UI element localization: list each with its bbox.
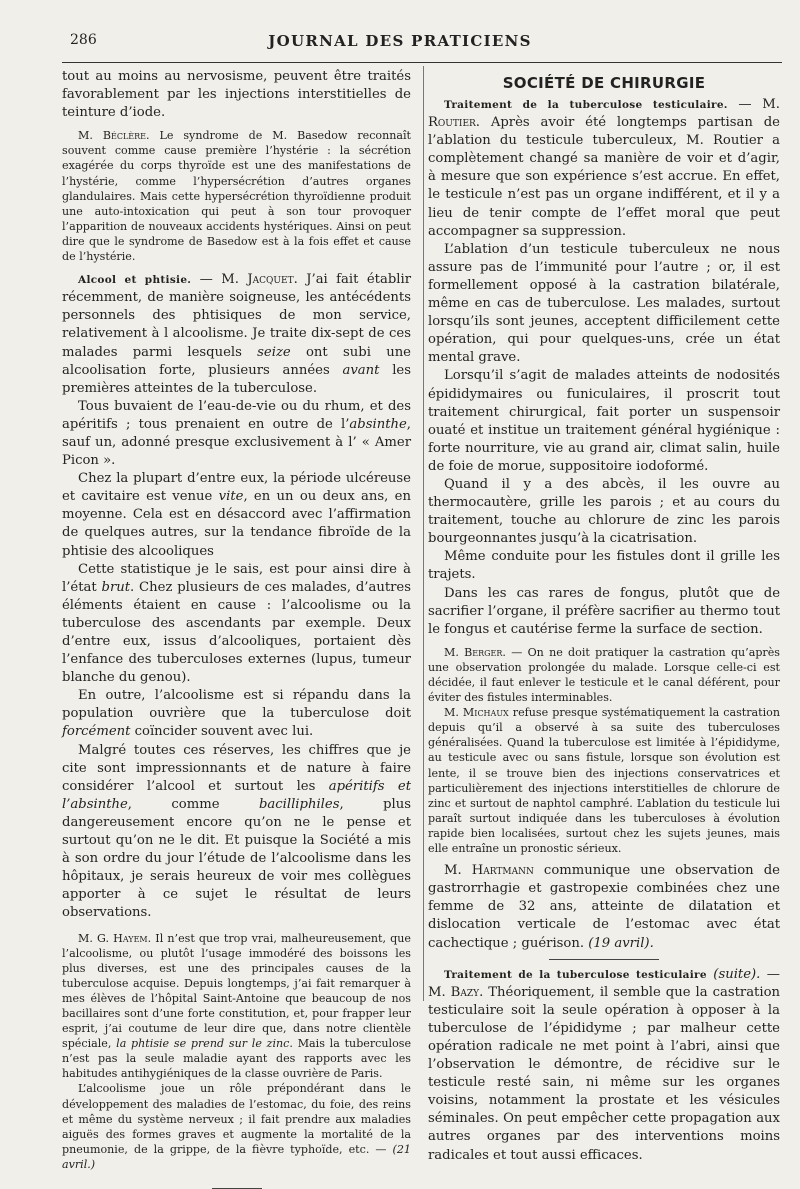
right-column xyxy=(428,68,780,1165)
paragraph-ablation: L’ablation d’un testicule tuberculeux ne nous assure pas de l’immunité pour l’autre ; or, il est formellement opposé à la castration bilatérale, même en cas de tuberculose. Les malades, surtout lorsqu’ils sont jeunes, acceptent difficilement cette opération, qui pour quelques-uns, crée un état mental grave. xyxy=(428,241,780,366)
journal-title: JOURNAL DES PRATICIENS xyxy=(268,32,532,50)
paragraph-dans-cas: Dans les cas rares de fongus, plutôt que de sacrifier l’organe, il préfère sacrifier au thermo tout le fongus et cautérise ferme la surface de section. xyxy=(428,585,780,637)
paragraph-beclere: M. Béclère. Le syndrome de M. Basedow reconnaît souvent comme cause première l’hystérie : la sécrétion exagérée du corps thyroïde est une des manifestations de l’hystérie, comme l’hypersécrétion d’autres organes glandulaires. Mais cette hypersécrétion thyroïdienne produit une auto-intoxication qui peut à son tour provoquer l’apparition de nouveaux accidents hystériques. Ainsi on peut dire que le syndrome de Basedow est à la fois effet et cause de l’hystérie. xyxy=(62,129,412,264)
left-column xyxy=(62,68,411,1189)
speaker-routier: — M. Routier. xyxy=(428,97,780,131)
speaker-berger: M. Berger. xyxy=(444,645,506,659)
paragraph-buvaient: Tous buvaient de l’eau-de-vie ou du rhum, et des apéritifs ; tous prenaient en outre de l’absinthe, sauf un, adonné presque exclusivement à l’ « Amer Picon ». xyxy=(62,398,411,469)
article-lead-tuberculose-suite: Traitement de la tuberculose testiculaire xyxy=(444,968,707,981)
speaker-jacquet: — M. Jacquet. xyxy=(191,272,298,288)
paragraph-hartmann: M. Hartmann communique une observation de gastrorrhagie et gastropexie combinées chez une femme de 32 ans, atteinte de dilatation et dislocation verticale de l’estomac avec état cachectique ; guérison. (19 avril). xyxy=(428,863,780,951)
paragraph-chez-plupart: Chez la plupart d’entre eux, la période ulcéreuse et cavitaire est venue vite, en un ou deux ans, en moyenne. Cela est en désaccord avec l’affirmation de quelques autres, sur la tendance fibroïde de la phtisie des alcooliques xyxy=(62,471,411,559)
column-divider xyxy=(423,66,424,1001)
article-lead-tuberculose: Traitement de la tuberculose testiculaire. xyxy=(444,99,728,111)
paragraph-bazy: Traitement de la tuberculose testiculaire (suite). — M. Bazy. Théoriquement, il semble que la castration testiculaire soit la seule opération à opposer à la tuberculose de l’épididyme ; par malheur cette opération radicale ne met point à l’abri, ainsi que l’observation le démontre, de récidive sur le testicule resté sain, ni même sur les organes voisins, notamment la prostate et les vésicules séminales. On peut empêcher cette propagation aux autres organes par des interventions moins radicales et tout aussi efficaces. xyxy=(428,966,781,1163)
paragraph-nervosisme: tout au moins au nervosisme, peuvent être traités favorablement par les injections interstitielles de teinture d’iode. xyxy=(62,69,411,121)
speaker-hartmann: M. Hartmann xyxy=(444,863,534,879)
paragraph-en-outre: En outre, l’alcoolisme est si répandu dans la population ouvrière que la tuberculose doit forcément coïncider souvent avec lui. xyxy=(62,688,411,740)
paragraph-berger: M. Berger. — On ne doit pratiquer la castration qu’après une observation prolongée du malade. Lorsque celle-ci est décidée, il faut enlever le testicule et le canal déférent, pour éviter des fistules interminables. xyxy=(428,645,780,705)
paragraph-hayem-alcoolisme: L’alcoolisme joue un rôle prépondérant dans le développement des maladies de l’estomac, du foie, des reins et même du système nerveux ; il fait prendre aux maladies aiguës des formes graves et augmente la mortalité de la pneumonie, de la grippe, de la fièvre typhoïde, etc. — (21 avril.) xyxy=(62,1082,411,1171)
page-header xyxy=(0,30,800,54)
paragraph-malgre: Malgré toutes ces réserves, les chiffres que je cite sont impressionnants et de nature à faire considérer l’alcool et surtout les apéritifs et l’absinthe, comme bacilliphiles, plus dangereusement encore qu’on ne le pense et surtout qu’on ne le dit. Et puisque la Société a mis à son ordre du jour l’étude de l’alcoolisme dans les hôpitaux, je serais heureux de voir mes collègues apporter à ce sujet le résultat de leurs observations. xyxy=(62,742,411,921)
speaker-beclere: M. Béclère. xyxy=(78,129,150,143)
header-rule xyxy=(62,62,782,63)
paragraph-statistique: Cette statistique je le sais, est pour ainsi dire à l’état brut. Chez plusieurs de ces malades, d’autres éléments étaient en cause : l’alcoolisme ou la tuberculose des ascendants par exemple. Deux d’entre eux, issus d’alcooliques, portaient dès l’enfance des tuberculoses externes (lupus, tumeur blanche du genou). xyxy=(62,561,411,686)
article-lead-alcool: Alcool et phtisie. xyxy=(78,274,192,287)
paragraph-hayem: M. G. Hayem. Il n’est que trop vrai, malheureusement, que l’alcoolisme, ou plutôt l’usage immodéré des boissons les plus diverses, est une des principales causes de la tuberculose acquise. Depuis longtemps, j’ai fait remarquer à mes élèves de l’hôpital Saint-Antoine que beaucoup de nos bacillaires sont d’une forte constitution, et, pour frapper leur esprit, j’ai coutume de leur dire que, dans notre clientèle spéciale, la phtisie se prend sur le zinc. Mais la tuberculose n’est pas la seule maladie ayant des rapports avec les habitudes antihygiéniques de la classe ouvrière de Paris. xyxy=(62,931,412,1081)
date-19-avril: (19 avril). xyxy=(588,935,654,951)
speaker-michaux: M. Michaux xyxy=(444,706,509,720)
section-separator-rule xyxy=(549,959,659,960)
section-title: SOCIÉTÉ DE CHIRURGIE xyxy=(502,74,706,92)
page-number: 286 xyxy=(70,32,97,48)
speaker-hayem: M. G. Hayem. xyxy=(78,931,152,945)
paragraph-lorsqu: Lorsqu’il s’agit de malades atteints de nodosités épididymaires ou funiculaires, il proscrit tout traitement chirurgical, fait porter un suspensoir ouaté et institue un traitement général hygiénique : forte nourriture, vie au grand air, climat salin, huile de foie de morue, suppositoire iodoformé. xyxy=(428,368,780,474)
date-21-avril: (21 avril.) xyxy=(62,1142,411,1171)
speaker-bazy: M. Bazy. xyxy=(428,984,484,1000)
paragraph-michaux: M. Michaux refuse presque systématiquement la castration depuis qu’il a observé à sa suite des tuberculoses généralisées. Quand la tuberculose est limitée à l’épididyme, au testicule avec ou sans fistule, lorsque son évolution est lente, il se trouve bien des injections conservatrices et particulièrement des injections interstitielles de chlorure de zinc et surtout de naphtol camphré. L’ablation du testicule lui paraît surtout indiquée dans les tuberculoses à évolution rapide bien localisées, surtout chez les sujets jeunes, mais elle entraîne un pronostic sérieux. xyxy=(428,706,780,856)
paragraph-alcool-phtisie: Alcool et phtisie. — M. Jacquet. J’ai fait établir récemment, de manière soigneuse, les antécédents personnels des phtisiques de mon service, relativement à l alcoolisme. Je traite dix-sept de ces malades parmi lesquels seize ont subi une alcoolisation forte, plusieurs années avant les premières atteintes de la tuberculose. xyxy=(62,272,412,396)
paragraph-quand: Quand il y a des abcès, il les ouvre au thermocautère, grille les parois ; et au cours du traitement, touche au chlorure de zinc les parois bourgeonnantes jusqu’à la cicatrisation. xyxy=(428,476,780,547)
paragraph-meme-conduite: Même conduite pour les fistules dont il grille les trajets. xyxy=(428,549,780,583)
paragraph-routier: Traitement de la tuberculose testiculaire. — M. Routier. Après avoir été longtemps partisan de l’ablation du testicule tuberculeux, M. Routier a complètement changé sa manière de voir et d’agir, à mesure que son expérience s’est accrue. En effet, le testicule n’est pas un organe indifférent, et il y a lieu de tenir compte de l’effet moral que peut accompagner sa suppression. xyxy=(428,97,780,239)
